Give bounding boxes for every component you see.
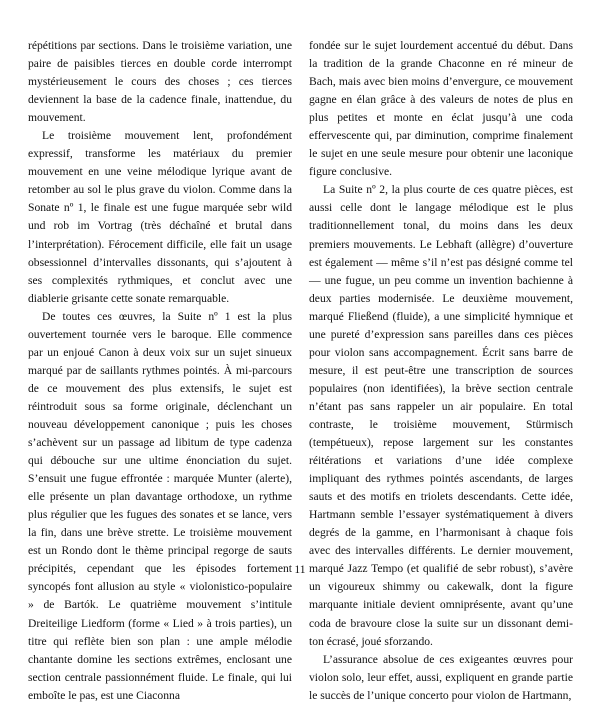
paragraph-variation-end: répétitions par sections. Dans le troisième variation, une paire de paisibles tierces en double corde interrompt mystérieusement le cours des choses ; ces tierces deviennent la base de la cadence finale, inattendue, du mouvement. xyxy=(28,39,292,125)
right-column xyxy=(309,37,573,705)
paragraph-concerto: L’assurance absolue de ces exigeantes œuvres pour violon solo, leur effet, aussi, expliquent en grande partie le succès de l’unique concerto pour violon de Hartmann, xyxy=(309,652,573,702)
paragraph-suite-2: La Suite nº 2, la plus courte de ces quatre pièces, est aussi celle dont le langage mélodique est le plus traditionnellement tonal, du moins dans les deux premiers mouvements. Le Lebhaft (allègre) d’ouverture est également — même s’il n’est pas désigné comme tel — une fugue, un peu comme un invention bachienne à deux parties modernisée. Le deuxième mouvement, marqué Fließend (fluide), a une simplicité hymnique et une pureté d’expression sans pareilles dans ces pièces pour violon sans accompagnement. Écrit sans barre de mesure, il est peut-être une transcription de sources populaires (non identifiées), la brève section centrale n’étant pas sans rappeler un air populaire. En total contraste, le troisième mouvement, Stürmisch (tempétueux), repose largement sur les constantes réitérations et variations d’une idée complexe impliquant des rythmes pointés ascendants, de larges sauts et des motifs en triolets descendants. Cette idée, Hartmann semble l’essayer systématiquement à divers degrés de la gamme, en l’harmonisant à chaque fois avec des intervalles différents. Le dernier mouvement, marqué Jazz Tempo (et qualifié de sebr robust), s’avère un vigoureux shimmy ou cakewalk, dont la figure marquante initiale devient omniprésente, avant qu’une coda de bravoure close la suite sur un dissonant demi-ton écrasé, joué sforzando. xyxy=(309,183,573,648)
paragraph-suite-1: De toutes ces œuvres, la Suite nº 1 est la plus ouvertement tournée vers le baroque. Elle commence par un enjoué Canon à deux voix sur un sujet sinueux marqué par de saillants rythmes pointés. À mi-parcours de ce mouvement des plus extensifs, le sujet est réintroduit sous sa forme originale, déclenchant un nouveau développement canonique ; puis les choses s’achèvent sur un passage ad libitum de type cadenza qui débouche sur une ultime énonciation du sujet. S’ensuit une fugue effrontée : marquée Munter (alerte), elle présente un plan davantage orthodoxe, un rythme plus régulier que les fugues des sonates et se lance, vers la fin, dans une brève strette. Le troisième mouvement est un Rondo dont le thème principal regorge de sauts précipités, cependant que les épisodes fortement syncopés font allusion au style « violonistico-populaire » de Bartók. Le quatrième mouvement s’intitule Dreiteilige Liedform (forme « Lied » à trois parties), un titre qui reflète bien son plan : une ample mélodie chantante domine les sections extrêmes, enclosant une section centrale passionnément fluide. Le finale, qui lui emboîte le pas, est une Ciaconna xyxy=(28,309,292,702)
paragraph-third-movement: Le troisième mouvement lent, profondément expressif, transforme les matériaux du premier mouvement en une veine mélodique lyrique avant de retomber au sol le plus grave du violon. Comme dans la Sonate nº 1, le finale est une fugue marquée sebr wild und rob im Vortrag (très déchaîné et brutal dans l’interprétation). Férocement difficile, elle fait un usage obsessionnel d’intervalles dissonants, qui s’ajoutent à ses complexités rythmiques, et conclut avec une diablerie grisante cette sonate remarquable. xyxy=(28,129,292,305)
paragraph-ciaconna: fondée sur le sujet lourdement accentué du début. Dans la tradition de la grande Chaconne en ré mineur de Bach, mais avec bien moins d’envergure, ce mouvement gagne en élan grâce à des valeurs de notes de plus en plus petites et monte en éclat jusqu’à une coda effervescente qui, par diminution, comprime finalement le sujet en une seule mesure pour obtenir une laconique figure conclusive. xyxy=(309,39,573,179)
left-column xyxy=(28,37,292,705)
page-number: 11 xyxy=(294,563,306,576)
